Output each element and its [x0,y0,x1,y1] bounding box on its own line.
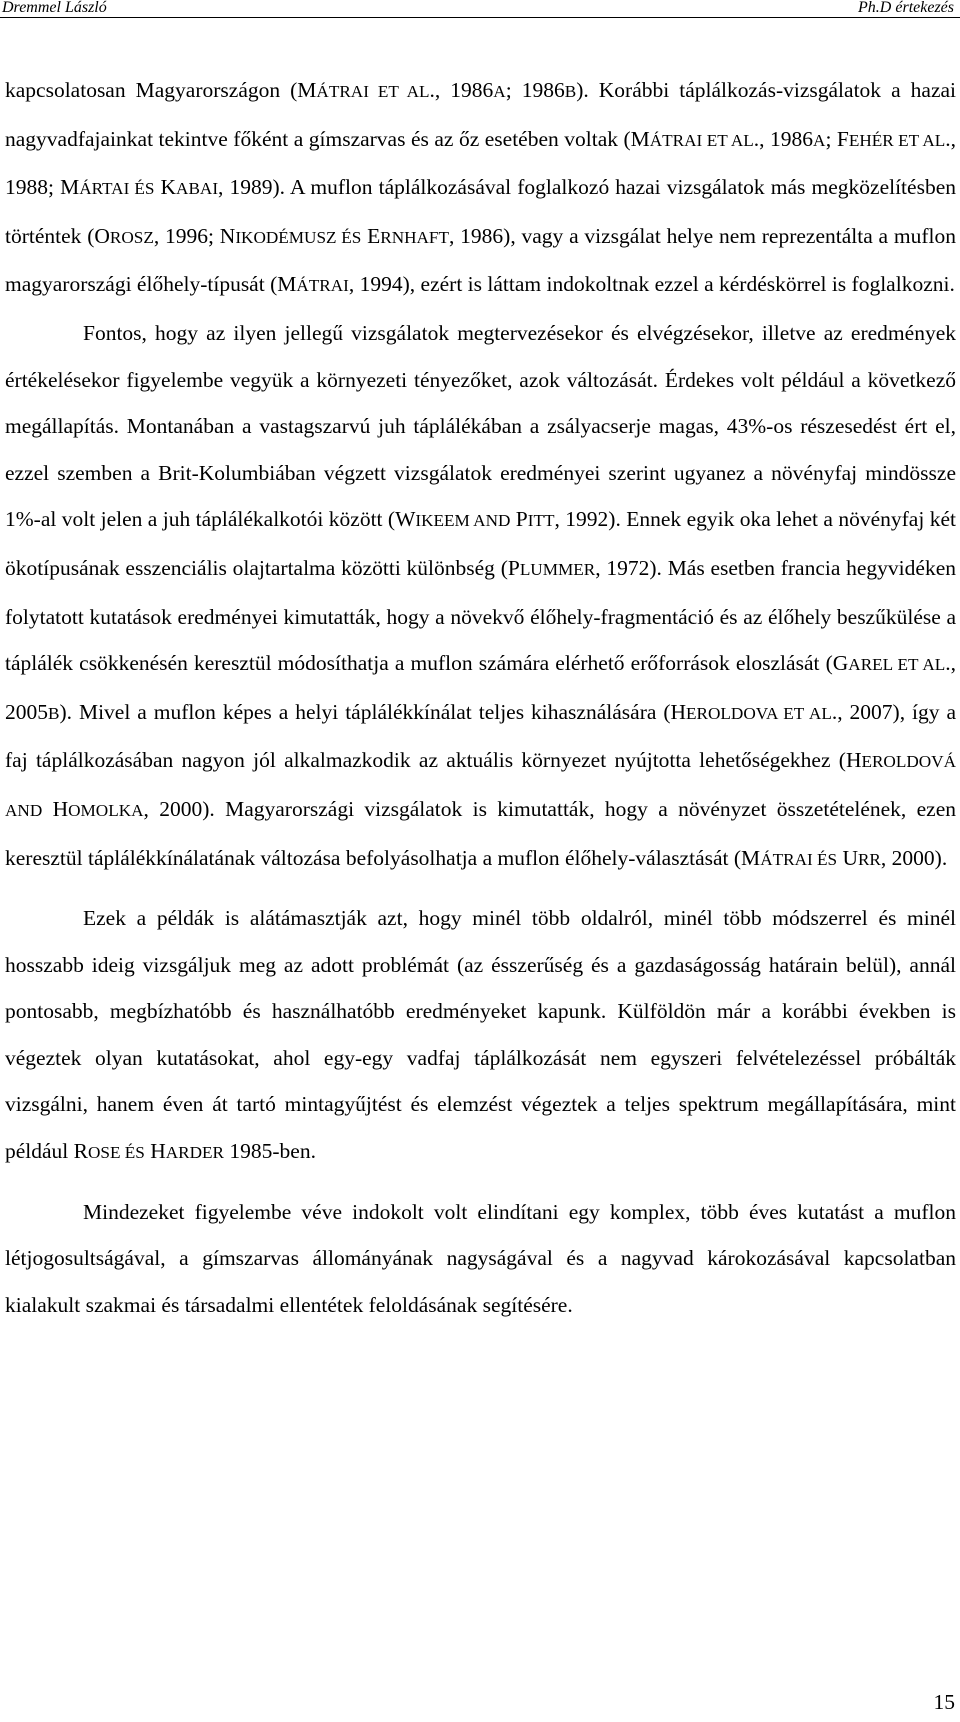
text-run: ., 1988; M [5,126,956,200]
text-run: ., 1986 [429,78,494,102]
citation-smallcaps: ROSZ [109,227,154,247]
paragraph-2 [5,310,956,883]
paragraph-1 [5,67,956,310]
text-run: K [154,175,177,200]
citation-smallcaps: ÁRTAI ÉS [79,179,155,199]
citation-smallcaps: ARDER [165,1143,224,1163]
text-run: ., 2005 [5,651,957,724]
citation-smallcaps: A [813,130,826,150]
citation-smallcaps: EHÉR ET AL [848,130,946,150]
text-run: P [510,507,528,532]
citation-smallcaps: ABAI [176,179,219,199]
paragraph-4 [5,1189,956,1329]
citation-smallcaps: EROLDOVÁ AND [5,752,956,820]
paragraph-3 [5,895,956,1177]
citation-smallcaps: OSE ÉS [88,1143,145,1163]
citation-smallcaps: RNHAFT [380,227,449,247]
text-run: ). Mivel a muflon képes a helyi táplálékkínálat teljes kihasználására (H [59,699,687,724]
text-run: H [144,1139,166,1164]
text-run: ; 1986 [505,78,565,102]
text-run: E [361,223,381,248]
header-title: Ph.D értekezés [858,0,954,16]
text-run: , 2000). Magyarországi vizsgálatok is kimutatták, hogy a növényzet összetételének, ezen keresztül táplálékkínálatának változása befolyásolhatja a muflon élőhely-választását (M [5,796,957,870]
citation-smallcaps: IKEEM AND [415,511,511,531]
citation-smallcaps: ÁTRAI ET AL [316,82,430,101]
text-run: Ezek a példák is alátámasztják azt, hogy minél több oldalról, minél több módszerrel és minél hosszabb ideig vizsgáljuk meg az adott problémát (az ésszerűség és a gazdaságosság határain belül), annál pontosabb, megbízhatóbb és használhatóbb eredményeket kapunk. Külföldön már a korábbi években is végeztek olyan kutatásokat, ahol egy-egy vadfaj táplálkozását nem egyszeri felvételezéssel próbálták vizsgálni, hanem éven át tartó mintagyűjtést és elemzést végeztek a teljes spektrum megállapítására, mint például R [5,906,956,1164]
citation-smallcaps: ITT [527,511,555,531]
body-text [5,67,956,1328]
text-run: , 1992). Ennek egyik oka lehet a növényfaj két ökotípusának esszenciális olajtartalma közötti különbség (P [5,507,956,580]
citation-smallcaps: AREL ET AL [848,655,946,675]
citation-smallcaps: IKODÉMUSZ ÉS [235,227,362,247]
citation-smallcaps: RR [857,849,881,869]
text-run: , 2000). [880,845,948,870]
text-run: ; F [825,126,849,151]
citation-smallcaps: ÁTRAI [296,276,349,296]
citation-smallcaps: OMOLKA [68,800,144,820]
text-run: , 1989). A muflon táplálkozásával foglalkozó hazai vizsgálatok más megközelítésben történtek (O [5,175,956,248]
header-author: Dremmel László [2,0,107,16]
text-run: ., 2007), így a faj táplálkozásában nagyon jól alkalmazkodik az aktuális környezet nyújtotta lehetőségekhez (H [5,699,957,773]
text-run: Fontos, hogy az ilyen jellegű vizsgálatok megtervezésekor és elvégzésekor, illetve az eredmények értékelésekor figyelembe vegyük a környezeti tényezőket, azok változását. Érdekes volt például a következő megállapítás. Montanában a vastagszarvú juh táplálékában a zsályacserje magas, 43%-os részesedést ért el, ezzel szemben a Brit-Kolumbiában végzett vizsgálatok eredményei szerint ugyanez a növényfaj mindössze 1%-al volt jelen a juh táplálékalkotói között (W [5,320,956,532]
citation-smallcaps: ÁTRAI ET AL [649,130,754,150]
text-run: , 1986), vagy a vizsgálat helye nem reprezentálta a muflon magyarországi élőhely-típusát (M [5,223,957,297]
citation-smallcaps: LUMMER [519,559,596,579]
text-run: , 1972). Más esetben francia hegyvidéken folytatott kutatások eredményei kimutatták, hogy a növekvő élőhely-fragmentáció és az élőhely beszűkülése a táplálék csökkenésén keresztül módosíthatja a muflon számára elérhető erőforrások eloszlását (G [5,555,956,676]
text-run: ., 1986 [753,126,814,151]
text-run: , 1994), ezért is láttam indokoltnak ezzel a kérdéskörrel is foglalkozni. [348,272,955,297]
text-run: 1985-ben. [224,1139,316,1164]
citation-smallcaps: ÁTRAI ÉS [760,849,838,869]
citation-smallcaps: A [493,82,506,101]
citation-smallcaps: EROLDOVA ET AL [686,703,832,723]
text-run: kapcsolatosan Magyarországon (M [5,78,317,102]
running-header [0,0,960,18]
citation-smallcaps: B [48,703,60,723]
text-run: Mindezeket figyelembe véve indokolt volt elindítani egy komplex, több éves kutatást a muflon létjogosultságával, a gímszarvas állományának nagyságával és a nagyvad károkozásával kapcsolatban kialakult szakmai és társadalmi ellentétek feloldásának segítésére. [5,1199,956,1317]
text-run: , 1996; N [153,223,236,248]
text-run: U [837,845,858,870]
page-number: 15 [933,1690,955,1714]
text-run: ). Korábbi táplálkozás-vizsgálatok a hazai nagyvadfajainkat tekintve főként a gímszarvas és az őz esetében voltak (M [5,78,956,151]
citation-smallcaps: B [564,82,577,101]
text-run: H [42,796,69,821]
